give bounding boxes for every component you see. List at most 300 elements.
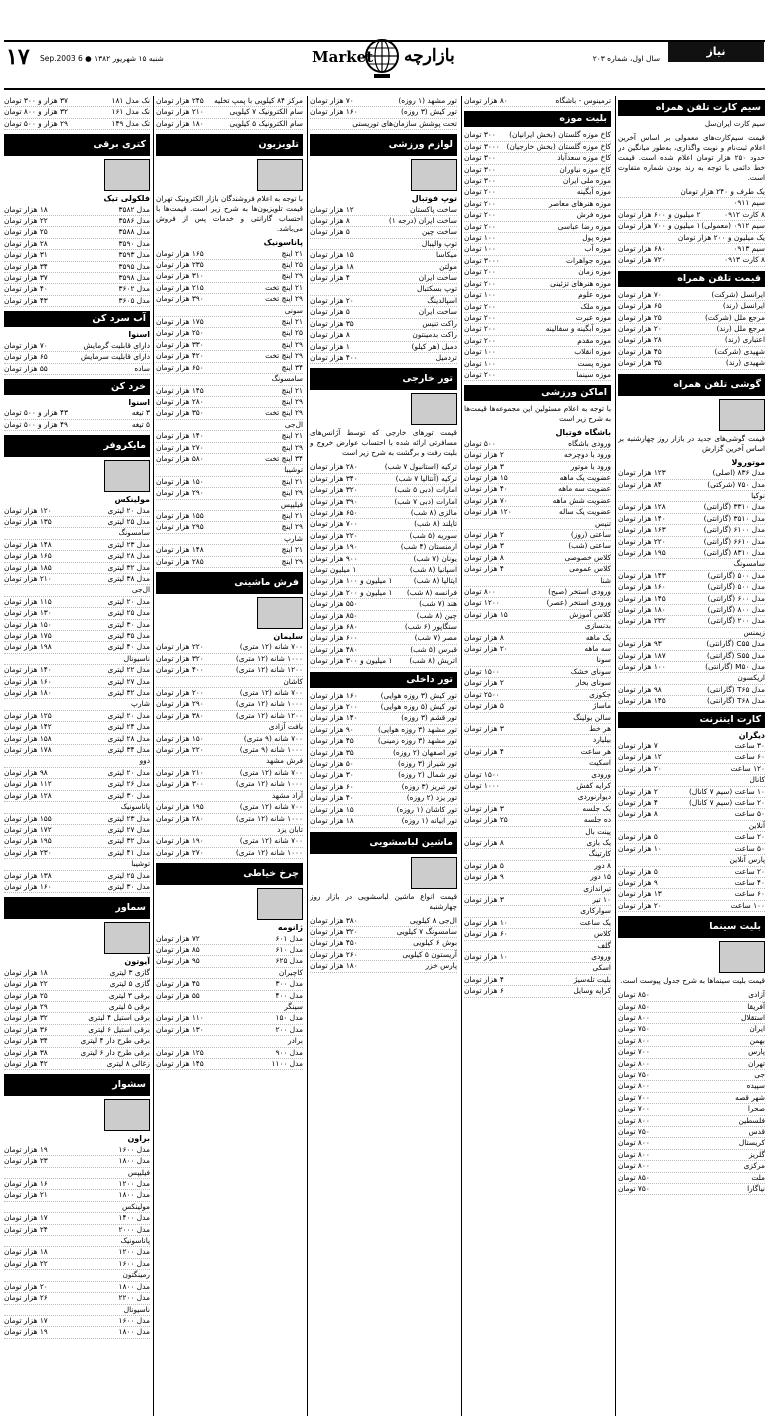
item-name: ورود با موتور — [570, 461, 611, 471]
price-row — [310, 759, 457, 770]
item-name: ساده — [134, 363, 150, 373]
item-name: ۷۰۰ شانه (۱۲ متری) — [239, 688, 303, 698]
price-row — [464, 690, 611, 701]
item-name: تور شیراز (۳ روزه) — [398, 759, 457, 769]
price-row — [156, 454, 303, 465]
item-name: بدنسازی — [584, 621, 611, 631]
item-name: تردمیل — [435, 352, 457, 362]
price-row — [156, 642, 303, 653]
price-row — [4, 1002, 150, 1013]
item-name: سه ماهه — [584, 644, 611, 654]
price-row — [310, 307, 457, 318]
item-price: ۱۱۰ هزار تومان — [156, 1013, 204, 1023]
price-row — [464, 655, 611, 666]
item-name: موزه پول — [582, 233, 611, 243]
price-row — [156, 283, 303, 294]
item-name: کاخ موزه نیاوران — [559, 164, 611, 174]
price-row — [156, 848, 303, 859]
item-price: ۹ هزار تومان — [618, 877, 658, 887]
brand-subheading: آیوتون — [124, 957, 150, 967]
price-row — [4, 96, 150, 107]
item-name: ۵۰ ساعت — [734, 809, 765, 819]
item-price: ۱۰ هزار تومان — [464, 917, 508, 927]
item-price: ۱۰۰ تومان — [464, 233, 496, 243]
item-price: ۳ هزار تومان — [464, 541, 504, 551]
item-name: ۶۰ ساعت — [734, 889, 765, 899]
item-price: ۳۰۰۰ تومان — [464, 255, 500, 265]
item-price: ۲۰۰ تومان — [464, 267, 496, 277]
item-price: ۲۵۰۰ تومان — [464, 689, 500, 699]
price-row — [310, 96, 457, 107]
item-price: ۱۰۰ تومان — [464, 290, 496, 300]
price-row — [618, 1059, 765, 1070]
item-name: موزه آب — [584, 244, 611, 254]
item-name: مدل ۶۲۵ — [275, 956, 303, 966]
item-name: تور یزد (۲ روزه) — [406, 793, 457, 803]
item-price: ۲ هزار تومان — [464, 678, 504, 688]
item-name: موزه هنرهای معاصر — [548, 198, 611, 208]
item-price: ۲۵ هزار تومان — [4, 227, 48, 237]
item-name: مدل ۳۲ لیتری — [107, 688, 150, 698]
item-price: ۱۴۲ هزار تومان — [4, 722, 52, 732]
price-row — [464, 770, 611, 781]
brand-subheading: پاناسونیک — [263, 238, 303, 248]
price-row — [618, 798, 765, 809]
price-row — [4, 1305, 150, 1316]
price-row — [618, 571, 765, 582]
item-name: مدل ۳۰ لیتری — [107, 881, 150, 891]
price-row — [156, 317, 303, 328]
price-row — [618, 198, 765, 209]
price-row — [156, 791, 303, 802]
item-price: ۵ هزار تومان — [618, 866, 658, 876]
price-row — [618, 889, 765, 900]
price-row — [4, 688, 150, 699]
item-name: دارای قابلیت سرمایش — [80, 352, 150, 362]
price-row — [464, 439, 611, 450]
item-name: ناسیونال — [123, 653, 150, 663]
item-price: ۱ میلیون تومان — [310, 564, 357, 574]
item-name: مدل ۴۰ لیتری — [107, 642, 150, 652]
section-note: با توجه به اعلام مسئولین این مجموعه‌ها قیمت‌ها به شرح زیر است — [464, 404, 611, 424]
price-row — [618, 594, 765, 605]
price-row — [156, 431, 303, 442]
item-name: تور اصفهان (۲ روزه) — [393, 747, 457, 757]
price-row — [464, 130, 611, 141]
item-price: ۲۰۰ هزار تومان — [310, 702, 358, 712]
item-name: اسکیت — [589, 758, 611, 768]
price-row — [4, 871, 150, 882]
price-row — [464, 747, 611, 758]
item-name: مدل ۱۶۰۰ — [118, 1144, 150, 1154]
item-price: ۸ هزار تومان — [310, 330, 350, 340]
item-price: ۲۸۵ هزار تومان — [156, 556, 204, 566]
item-name: راکت بدمینتون — [412, 330, 457, 340]
price-row — [464, 895, 611, 906]
price-row — [618, 537, 765, 548]
price-row — [618, 1127, 765, 1138]
price-row — [310, 713, 457, 724]
section-header: ماشین لباسشویی — [310, 832, 457, 854]
item-price: ۴۵ هزار تومان — [618, 346, 662, 356]
item-price: ۱۶۵ هزار تومان — [4, 551, 52, 561]
item-name: کاخ موزه سعدآباد — [557, 153, 611, 163]
item-name: تحت پوشش سازمان‌های توریستی — [352, 118, 457, 128]
item-name: موزه انقلاب — [574, 347, 611, 357]
price-row — [4, 1179, 150, 1190]
item-price: ۵۵ هزار تومان — [4, 363, 48, 373]
item-name: سیم ۰۹۱۳ — [733, 244, 765, 254]
item-name: ورودی استخر (عصر) — [546, 598, 611, 608]
item-name: توپ والیبال — [421, 238, 457, 248]
item-price: ۲۹ هزار و ۵۰۰ تومان — [4, 118, 68, 128]
item-price: ۷۰ هزار تومان — [464, 495, 508, 505]
item-price: ۳۸۰ هزار تومان — [310, 915, 358, 925]
item-price: ۱۶۰ هزار تومان — [4, 881, 52, 891]
price-row — [156, 386, 303, 397]
item-price: ۲۰۰ تومان — [464, 198, 496, 208]
section-header: فرش ماشینی — [156, 572, 303, 594]
item-price: ۶۰۰ هزار تومان — [310, 633, 358, 643]
item-name: بیلیارد — [592, 735, 611, 745]
price-row — [310, 782, 457, 793]
item-name: مدل ۳۵ لیتری — [107, 631, 150, 640]
item-name: ۲۹ اینچ — [281, 271, 303, 281]
item-price: ۱ میلیون و ۲۰۰ هزار تومان — [310, 587, 393, 597]
item-price: ۱۲۰ هزار تومان — [464, 507, 512, 517]
item-price: ۳۲۰ هزار تومان — [310, 926, 358, 936]
item-price: ۱۸۵ هزار تومان — [4, 562, 52, 572]
item-name: مدل ۲۷ لیتری — [107, 676, 150, 686]
item-name: چین (۸ شب) — [416, 610, 457, 620]
item-name: ورودی — [591, 769, 611, 779]
item-name: توشیبا — [131, 859, 150, 869]
price-row — [464, 975, 611, 986]
item-name: ۲۱ اینچ — [281, 385, 303, 395]
item-price: ۵ هزار تومان — [310, 307, 350, 317]
item-price: ۲۲۰ هزار تومان — [310, 530, 358, 540]
item-name: موزه جواهرات — [566, 255, 611, 265]
item-name: ده جلسه — [583, 815, 611, 825]
price-row — [4, 654, 150, 665]
item-name: گلف — [597, 940, 611, 950]
item-price: ۱۴۵ هزار تومان — [156, 385, 204, 395]
item-name: فرش مشهد — [266, 756, 303, 766]
item-name: شهر قصه — [735, 1092, 765, 1102]
price-row — [4, 979, 150, 990]
price-row — [618, 741, 765, 752]
item-name: مولتن — [439, 261, 457, 271]
item-name: ملت — [751, 1172, 765, 1182]
price-row — [464, 713, 611, 724]
item-price: ۷۰ هزار تومان — [4, 340, 48, 350]
item-name: ارمنستان (۴ شب) — [400, 542, 457, 552]
price-row — [4, 239, 150, 250]
item-price: ۳ هزار تومان — [464, 895, 504, 904]
item-price: ۸ هزار تومان — [464, 837, 504, 847]
price-row — [464, 667, 611, 678]
item-price: ۵ هزار تومان — [464, 701, 504, 711]
item-price: ۴ هزار تومان — [464, 746, 504, 756]
price-row — [4, 273, 150, 284]
price-row — [4, 107, 150, 118]
item-name: ۸ دور — [594, 860, 611, 870]
price-row — [310, 542, 457, 553]
item-price: ۲۲ هزار تومان — [4, 216, 48, 226]
price-row — [618, 662, 765, 673]
item-name: سوارکاری — [580, 906, 611, 916]
item-name: کاچیران — [278, 967, 303, 977]
section-header: تور خارجی — [310, 368, 457, 390]
item-price: ۴۵۰ هزار تومان — [310, 938, 358, 948]
price-row — [464, 473, 611, 484]
masthead — [0, 0, 769, 92]
price-row — [156, 934, 303, 945]
price-row — [4, 352, 150, 363]
item-price: ۹۸ هزار تومان — [4, 767, 48, 777]
item-price: ۳۸ هزار تومان — [4, 1047, 48, 1057]
section-note: قیمت سیم‌کارت‌های معمولی بر اساس آخرین اعلام ثبت‌نام و نوبت واگذاری، به‌طور میانگین در حدود ۲۵۰ هزار تومان اعلام شده است. قیمت خط دائمی با توجه به رند بودن شماره متفاوت است. — [618, 133, 765, 182]
price-row — [618, 628, 765, 639]
item-name: فلسطین — [738, 1115, 765, 1125]
item-price: ۱۰۰۰ تومان — [464, 780, 500, 790]
price-row — [310, 330, 457, 341]
price-row — [4, 551, 150, 562]
item-price: ۷۲ هزار تومان — [156, 933, 200, 943]
item-price: ۱۴۳ هزار تومان — [618, 570, 666, 580]
item-price: ۲۰۰ تومان — [464, 369, 496, 379]
item-name: سونا — [596, 655, 611, 665]
item-price: ۵۵ هزار تومان — [156, 990, 200, 1000]
item-price: ۹۵ هزار تومان — [156, 956, 200, 966]
item-name: ورودی استخر (صبح) — [548, 587, 611, 597]
item-price: ۲۰۰ تومان — [464, 324, 496, 334]
item-name: بافت آزادی — [268, 722, 303, 732]
item-name: مدل ۳۸ لیتری — [107, 573, 150, 583]
item-name: مدل ۶۱۰۰ (گارانتی) — [703, 525, 765, 535]
item-name: ۱۰۰۰ شانه (۱۲ متری) — [235, 813, 303, 823]
price-row — [464, 210, 611, 221]
price-row — [4, 631, 150, 642]
price-row — [618, 775, 765, 786]
item-price: ۱۹۵ هزار تومان — [156, 802, 204, 812]
price-row — [4, 734, 150, 745]
item-name: ۲۱ اینچ تخت — [265, 282, 303, 292]
item-price: ۱۱۲ هزار تومان — [4, 779, 52, 789]
item-name: تهران — [747, 1058, 765, 1068]
item-price: ۱۷۸ هزار تومان — [4, 745, 52, 755]
item-name: مدل ۷۵۰ (شرکتی) — [707, 479, 765, 489]
item-price: ۲۸۰ هزار تومان — [310, 462, 358, 472]
product-photo — [104, 922, 150, 954]
item-name: مدل T۶۵ (گارانتی) — [707, 684, 765, 694]
price-row — [464, 872, 611, 883]
price-row — [464, 838, 611, 849]
price-row — [618, 335, 765, 346]
item-name: ۵۰ ساعت — [734, 843, 765, 853]
price-row — [4, 802, 150, 813]
product-photo — [719, 941, 765, 973]
item-price: ۶۸۰ هزار تومان — [618, 244, 666, 254]
item-name: پارس — [748, 1047, 765, 1057]
item-name: ۲۹ اینچ تخت — [265, 294, 303, 304]
column-divider — [307, 96, 308, 1416]
item-price: ۱۳۵ هزار تومان — [4, 516, 52, 526]
item-price: ۲۰ هزار تومان — [618, 900, 662, 910]
price-row — [310, 633, 457, 644]
price-row — [4, 665, 150, 676]
item-price: ۱۴۰ هزار تومان — [156, 431, 204, 441]
item-name: صحرا — [747, 1104, 765, 1114]
item-name: گلریز — [748, 1149, 765, 1159]
price-row — [618, 290, 765, 301]
item-name: ساخت ایران (درجه ۱) — [388, 216, 457, 226]
price-row — [464, 324, 611, 335]
product-photo — [257, 888, 303, 920]
item-name: کاخ موزه گلستان (بخش ایرانیان) — [509, 130, 611, 140]
item-name: تنیس — [595, 518, 611, 528]
item-price: ۱۸ هزار تومان — [4, 1247, 48, 1257]
item-price: ۲۹۰ هزار تومان — [156, 699, 204, 709]
item-name: مدل ۲۲۰۰ — [118, 1293, 150, 1303]
item-price: ۱۵۰ هزار تومان — [4, 619, 52, 629]
item-name: مدل ۸۳۱۰ (گارانتی) — [703, 547, 765, 557]
price-row — [618, 301, 765, 312]
item-name: یک طرف و ۲۴۰ هزار تومان — [680, 187, 765, 196]
item-price: ۴۰ هزار تومان — [310, 793, 354, 803]
item-name: مدل ۵۰۰ (گارانتی) — [707, 582, 765, 592]
item-price: ۵۸۰ هزار تومان — [156, 453, 204, 463]
item-price: ۱۶ هزار تومان — [4, 1179, 48, 1189]
item-name: موزه رضا عباسی — [557, 221, 611, 231]
item-name: ۲۹ اینچ — [281, 556, 303, 566]
item-name: تور مشهد (۳ روزه زمینی) — [377, 736, 457, 746]
item-name: مدل ۱۶۰۰ — [118, 1315, 150, 1325]
item-name: مدل ۳۰ لیتری — [107, 619, 150, 629]
item-price: ۲ هزار تومان — [464, 530, 504, 539]
price-row — [464, 187, 611, 198]
price-row — [310, 262, 457, 273]
item-price: ۱۸ هزار تومان — [310, 816, 354, 826]
price-row — [464, 233, 611, 244]
price-row — [618, 1024, 765, 1035]
item-name: موزه ملک — [580, 301, 611, 311]
item-name: ایتالیا (۸ شب) — [413, 576, 457, 586]
item-price: ۷۰۰ تومان — [618, 1092, 650, 1102]
price-row — [464, 450, 611, 461]
item-price: ۱۴۰ هزار تومان — [618, 513, 666, 523]
item-name: ۲۹ اینچ تخت — [265, 351, 303, 361]
item-price: ۶ هزار تومان — [464, 986, 504, 996]
item-name: ۲۱ اینچ — [281, 431, 303, 441]
price-row — [618, 990, 765, 1001]
item-price: ۱۶۰ هزار تومان — [4, 676, 52, 686]
item-price: ۶۰ هزار تومان — [464, 929, 508, 939]
item-name: ۱۰ تیر — [592, 895, 611, 904]
price-row — [4, 506, 150, 517]
item-price: ۳۴۰ هزار تومان — [310, 473, 358, 483]
item-price: ۲۰۰ تومان — [464, 301, 496, 311]
item-name: زیمنس — [743, 627, 765, 637]
item-price: ۵ هزار تومان — [464, 860, 504, 870]
item-name: برقی ۵ لیتری — [108, 1001, 150, 1011]
price-row — [464, 267, 611, 278]
price-row — [156, 420, 303, 431]
price-row — [464, 781, 611, 792]
price-row — [464, 587, 611, 598]
item-price: ۴۹ هزار و ۵۰۰ تومان — [4, 419, 68, 429]
item-price: ۱۹۰ هزار تومان — [156, 836, 204, 846]
price-row — [464, 610, 611, 621]
item-name: پارس خزر — [425, 961, 457, 971]
item-name: ۲۵ اینچ — [281, 328, 303, 338]
price-row — [464, 598, 611, 609]
item-price: ۳۰۰ تومان — [464, 176, 496, 186]
item-price: ۲۶۰ هزار تومان — [310, 949, 358, 959]
price-row — [4, 848, 150, 859]
price-row — [4, 1247, 150, 1258]
item-name: پاناسونیک — [120, 802, 150, 812]
price-row — [618, 559, 765, 570]
item-price: ۲۱۵ هزار تومان — [156, 282, 204, 292]
item-name: مدل ۸۳۶ (اصلی) — [712, 468, 765, 478]
item-price: ۴ هزار تومان — [310, 273, 350, 283]
price-row — [310, 508, 457, 519]
item-price: ۶۰ هزار تومان — [310, 781, 354, 791]
item-name: اریکسون — [737, 673, 765, 683]
price-row — [4, 1025, 150, 1036]
item-price: ۴۸۰ هزار تومان — [310, 644, 358, 654]
price-row — [310, 250, 457, 261]
price-row — [4, 1059, 150, 1070]
price-column — [464, 96, 611, 1416]
price-row — [310, 961, 457, 972]
item-price: ۲ میلیون و ۶۰۰ هزار تومان — [618, 209, 701, 219]
item-price: ۲ هزار تومان — [464, 450, 504, 460]
price-row — [464, 815, 611, 826]
item-price: ۲۰ هزار تومان — [4, 1281, 48, 1291]
item-price: ۹۰۰ هزار تومان — [310, 553, 358, 563]
item-price: ۳۹۰ هزار تومان — [156, 294, 204, 304]
price-row — [618, 1173, 765, 1184]
price-row — [310, 216, 457, 227]
item-name: مدل ۹۰۰ — [275, 1047, 303, 1057]
item-price: ۲۵ هزار تومان — [618, 312, 662, 322]
item-price: ۳۰۰ هزار تومان — [156, 779, 204, 789]
price-row — [464, 724, 611, 735]
price-row — [156, 654, 303, 665]
item-name: سامسونگ ۷ کیلویی — [396, 926, 457, 936]
item-price: ۱۲۸ هزار تومان — [4, 790, 52, 800]
item-price: ۱۲۰ هزار تومان — [4, 505, 52, 515]
item-name: مدل ۱۸۰۰ — [118, 1281, 150, 1291]
price-row — [310, 611, 457, 622]
item-name: شهیدی (رند) — [725, 358, 765, 368]
price-row — [4, 1327, 150, 1338]
price-row — [310, 950, 457, 961]
price-row — [464, 918, 611, 929]
item-name: مدل ۳۵۸۶ — [118, 216, 150, 226]
item-price: ۱۴۵ هزار تومان — [618, 696, 666, 706]
price-row — [156, 1048, 303, 1059]
price-row — [4, 768, 150, 779]
item-name: برادر — [287, 1036, 303, 1046]
brand-subheading: مولینکس — [114, 495, 150, 505]
price-row — [156, 677, 303, 688]
item-name: مدل ۵۰۰ (گارانتی) — [707, 570, 765, 580]
item-price: ۵۰۰ تومان — [464, 438, 496, 448]
item-name: فیلیپس — [127, 1167, 150, 1177]
